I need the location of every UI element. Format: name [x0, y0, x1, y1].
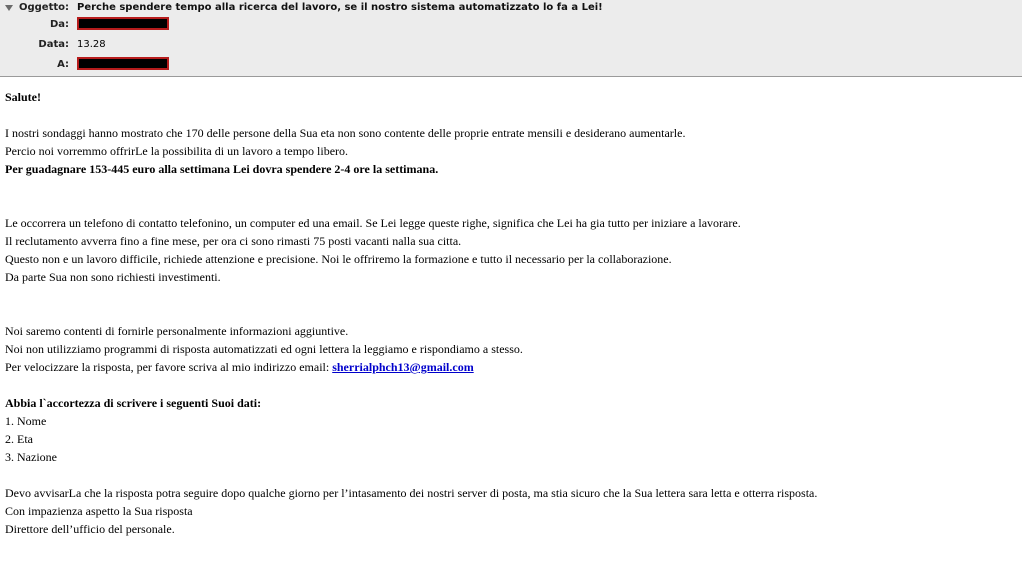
from-value-redacted	[77, 17, 169, 33]
greeting: Salute!	[5, 90, 41, 104]
email-link[interactable]: sherrialphch13@gmail.com	[332, 360, 474, 374]
message-body	[0, 77, 1022, 538]
list-item: 3. Nazione	[5, 450, 57, 464]
body-line	[5, 358, 1022, 376]
body-line: Devo avvisarLa che la risposta potra seguire dopo qualche giorno per l’intasamento dei nostri server di posta, ma stia sicuro che la Sua lettera sara letta e otterra risposta.	[5, 486, 818, 500]
date-label: Data:	[38, 39, 69, 50]
signature: Direttore dell’ufficio del personale.	[5, 522, 175, 536]
body-line: Con impazienza aspetto la Sua risposta	[5, 504, 193, 518]
list-item: 2. Eta	[5, 432, 33, 446]
subject-text: Perche spendere tempo alla ricerca del lavoro, se il nostro sistema automatizzato lo fa a Lei!	[77, 2, 603, 13]
body-line: Da parte Sua non sono richiesti investimenti.	[5, 270, 221, 284]
body-line: Noi saremo contenti di fornirle personalmente informazioni aggiuntive.	[5, 324, 349, 338]
to-row	[0, 57, 1022, 73]
to-value-redacted	[77, 57, 169, 73]
earnings-line: Per guadagnare 153-445 euro alla settimana Lei dovra spendere 2-4 ore la settimana.	[5, 162, 439, 176]
body-line: Percio noi vorremmo offrirLe la possibilita di un lavoro a tempo libero.	[5, 144, 349, 158]
data-request-title: Abbia l`accortezza di scrivere i seguenti Suoi dati:	[5, 396, 262, 410]
body-line: Questo non e un lavoro difficile, richiede attenzione e precisione. Noi le offriremo la formazione e tutto il necessario per la collaborazione.	[5, 252, 672, 266]
from-row	[0, 17, 1022, 33]
body-line: Noi non utilizziamo programmi di risposta automatizzati ed ogni lettera la leggiamo e rispondiamo a stesso.	[5, 342, 523, 356]
to-label: A:	[57, 59, 69, 70]
body-line: Le occorrera un telefono di contatto telefonino, un computer ed una email. Se Lei legge queste righe, significa che Lei ha gia tutto per iniziare a lavorare.	[5, 216, 741, 230]
subject-row	[0, 0, 1022, 16]
from-label: Da:	[49, 19, 69, 30]
body-line: Il reclutamento avverra fino a fine mese, per ora ci sono rimasti 75 posti vacanti nalla sua citta.	[5, 234, 462, 248]
body-line: I nostri sondaggi hanno mostrato che 170 delle persone della Sua eta non sono contente delle proprie entrate mensili e desiderano aumentarle.	[5, 126, 686, 140]
date-row	[0, 37, 1022, 53]
date-value: 13.28	[77, 39, 106, 50]
list-item: 1. Nome	[5, 414, 47, 428]
email-prompt: Per velocizzare la risposta, per favore scriva al mio indirizzo email:	[5, 360, 330, 374]
message-header	[0, 0, 1022, 77]
subject-label: Oggetto:	[18, 2, 69, 13]
